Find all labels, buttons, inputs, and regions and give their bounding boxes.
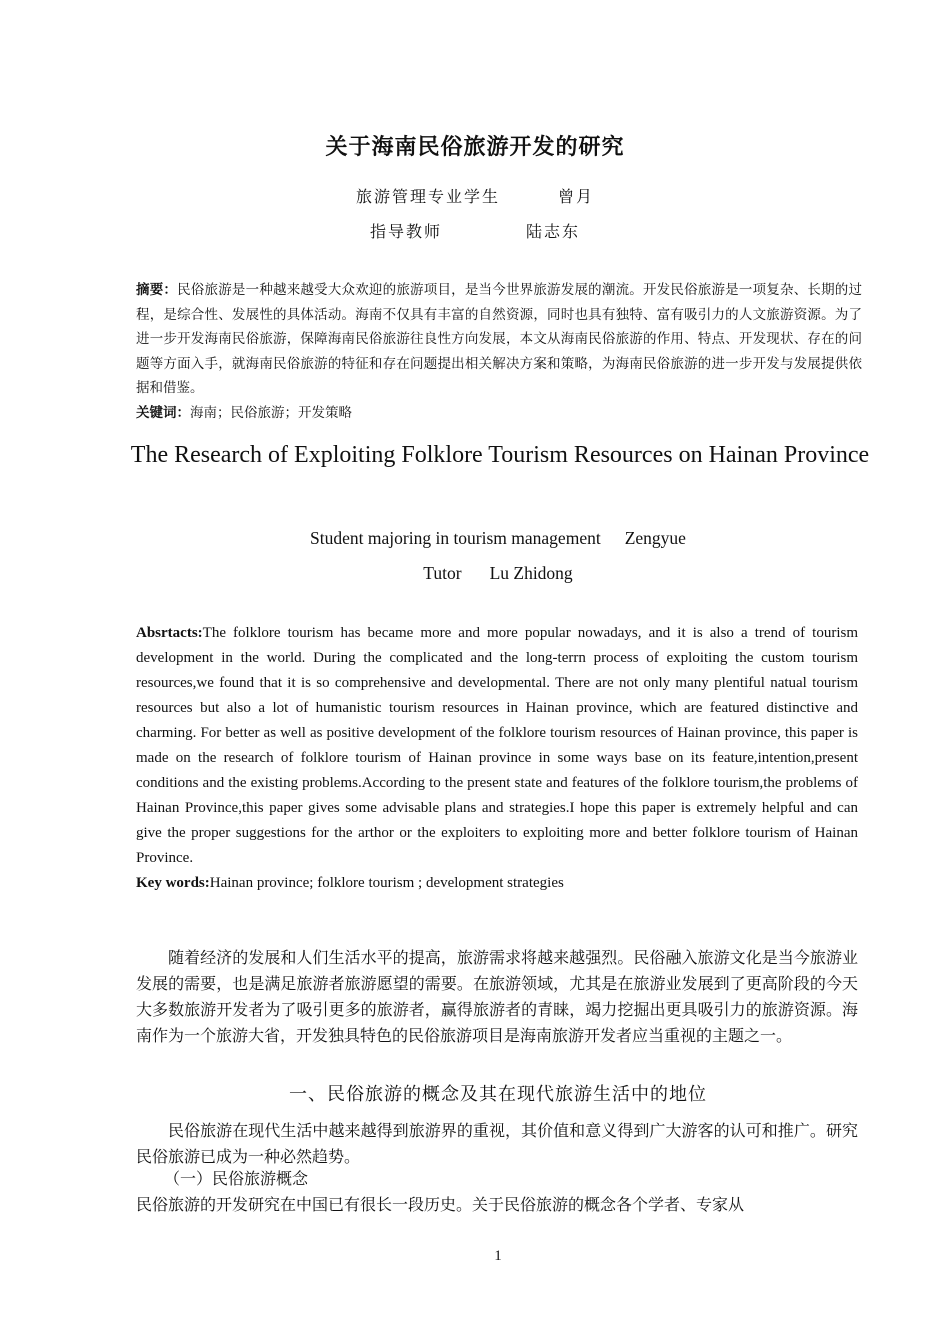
keywords-cn-text: 海南；民俗旅游；开发策略	[190, 404, 352, 421]
tutor-name-cn: 陆志东	[526, 222, 581, 241]
keywords-en-text: Hainan province; folklore tourism ; development strategies	[209, 875, 564, 891]
abstract-cn-paragraph	[136, 278, 862, 401]
abstract-cn-label: 摘要：	[136, 282, 178, 298]
abstract-cn-text: 民俗旅游是一种越来越受大众欢迎的旅游项目，是当今世界旅游发展的潮流。开发民俗旅游是一项复杂、长期的过程，是综合性、发展性的具体活动。海南不仅具有丰富的自然资源，同时也具有独特、富有吸引力的人文旅游资源。为了进一步开发海南民俗旅游，保障海南民俗旅游往良性方向发展，本文从海南民俗旅游的作用、特点、开发现状、存在的问题等方面入手，就海南民俗旅游的特征和存在问题提出相关解决方案和策略，为海南民俗旅游的进一步开发与发展提供依据和借鉴。	[136, 282, 863, 396]
author-role-en: Student majoring in tourism management	[310, 528, 601, 548]
author-line-en	[0, 528, 950, 549]
english-title: The Research of Exploiting Folklore Tourism Resources on Hainan Province	[130, 442, 870, 468]
tutor-name-en: Lu Zhidong	[489, 563, 573, 583]
abstract-en-text: The folklore tourism has became more and more popular nowadays, and it is also a trend of tourism development in the world. During the complicated and the long-terrn process of exploiting the custom tourism resources,we found that it is so comprehensive and developmental. There are not only many plentiful natual tourism resources but also a lot of humanistic tourism resources in Hainan province, which are featured distinctive and charming. For better as well as positive development of the folklore tourism resources of Hainan province, this paper is made on the research of folklore tourism of Hainan province in some ways base on its feature,intention,present conditions and the existing problems.According to the present state and features of the folklore tourism,the problems of Hainan Province,this paper gives some advisable plans and strategies.I hope this paper is extremely helpful and can give the proper suggestions for the arthor or the exploiters to exploiting more and better folklore tourism of Hainan Province.	[136, 625, 858, 866]
abstract-cn	[136, 278, 862, 425]
keywords-en-label: Key words:	[136, 875, 210, 891]
keywords-cn	[136, 401, 862, 426]
author-line-cn	[0, 184, 950, 207]
tutor-role-cn: 指导教师	[369, 222, 442, 241]
author-role-cn: 旅游管理专业学生	[355, 187, 500, 206]
author-name-cn: 曾月	[558, 187, 595, 206]
tutor-line-en	[0, 563, 950, 584]
tutor-line-cn	[0, 219, 950, 242]
intro-paragraph: 随着经济的发展和人们生活水平的提高，旅游需求将越来越强烈。民俗融入旅游文化是当今旅游业发展的需要，也是满足旅游者旅游愿望的需要。在旅游领域，尤其是在旅游业发展到了更高阶段的今天大多数旅游开发者为了吸引更多的旅游者，赢得旅游者的青睐，竭力挖掘出更具吸引力的旅游资源。海南作为一个旅游大省，开发独具特色的民俗旅游项目是海南旅游开发者应当重视的主题之一。	[136, 948, 858, 1045]
abstract-en-label: Absrtacts:	[136, 625, 203, 641]
keywords-en	[136, 871, 858, 896]
section-1-paragraph: 民俗旅游在现代生活中越来越得到旅游界的重视，其价值和意义得到广大游客的认可和推广。研究民俗旅游已成为一种必然趋势。	[136, 1121, 858, 1166]
tutor-role-en: Tutor	[423, 563, 462, 583]
page-number: 1	[494, 1248, 502, 1264]
subsection-1-heading: （一）民俗旅游概念	[164, 1169, 309, 1188]
author-name-en: Zengyue	[624, 528, 686, 548]
section-1-heading: 一、民俗旅游的概念及其在现代旅游生活中的地位	[289, 1084, 707, 1105]
subsection-1-paragraph: 民俗旅游的开发研究在中国已有很长一段历史。关于民俗旅游的概念各个学者、专家从	[136, 1195, 745, 1214]
chinese-title: 关于海南民俗旅游开发的研究	[325, 135, 625, 160]
abstract-en-paragraph	[136, 621, 858, 871]
keywords-cn-label: 关键词：	[136, 404, 190, 421]
abstract-en	[136, 621, 858, 896]
